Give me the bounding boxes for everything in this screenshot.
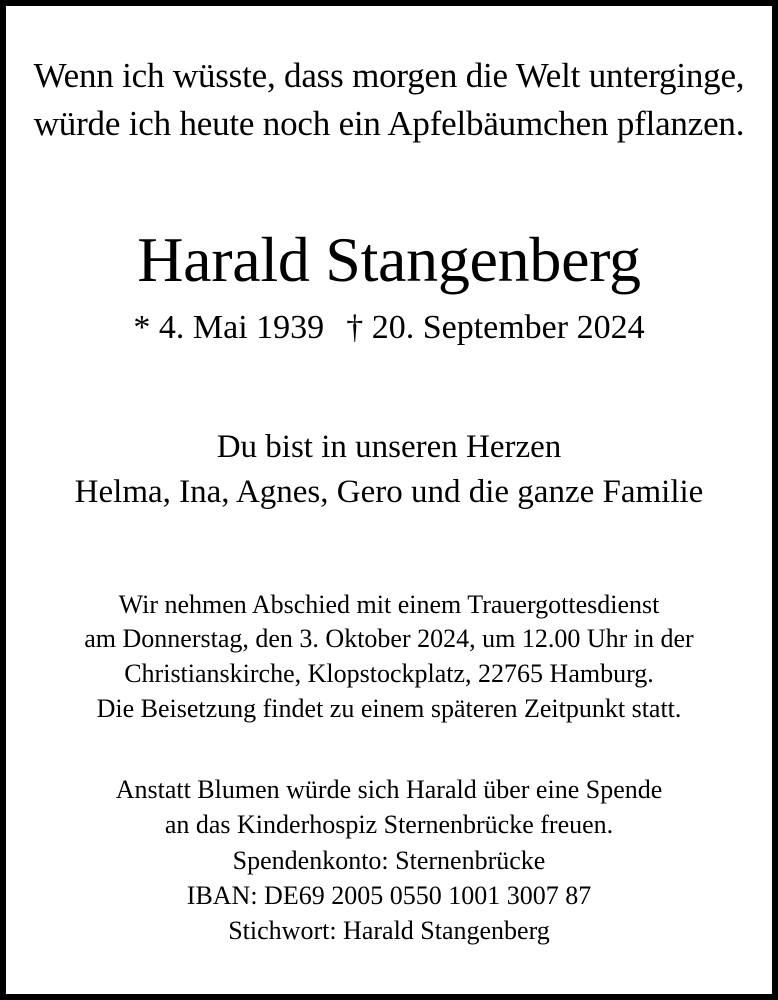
family-line-1: Du bist in unseren Herzen	[216, 429, 562, 465]
service-line-4: Die Beisetzung findet zu einem späteren Zeitpunkt statt.	[96, 694, 682, 723]
quote-line-1: Wenn ich wüsste, dass morgen die Welt unterginge,	[33, 56, 745, 95]
donation-line-2: an das Kinderhospiz Sternenbrücke freuen.	[164, 810, 614, 839]
service-line-1: Wir nehmen Abschied mit einem Trauergottesdienst	[118, 590, 660, 619]
quote-line-2: würde ich heute noch ein Apfelbäumchen pflanzen.	[33, 104, 745, 143]
donation-account: Spendenkonto: Sternenbrücke	[232, 846, 546, 875]
donation-iban: IBAN: DE69 2005 0550 1001 3007 87	[186, 881, 592, 910]
family-line-2: Helma, Ina, Agnes, Gero und die ganze Familie	[74, 474, 704, 510]
service-line-2: am Donnerstag, den 3. Oktober 2024, um 12.00 Uhr in der	[84, 624, 694, 653]
service-line-3: Christianskirche, Klopstockplatz, 22765 Hamburg.	[124, 659, 654, 688]
deceased-name: Harald Stangenberg	[137, 224, 641, 295]
birth-date: * 4. Mai 1939	[133, 309, 325, 346]
donation-keyword: Stichwort: Harald Stangenberg	[228, 916, 550, 945]
life-dates	[6, 311, 772, 345]
donation-line-1: Anstatt Blumen würde sich Harald über eine Spende	[115, 775, 663, 804]
death-date: † 20. September 2024	[346, 309, 645, 346]
